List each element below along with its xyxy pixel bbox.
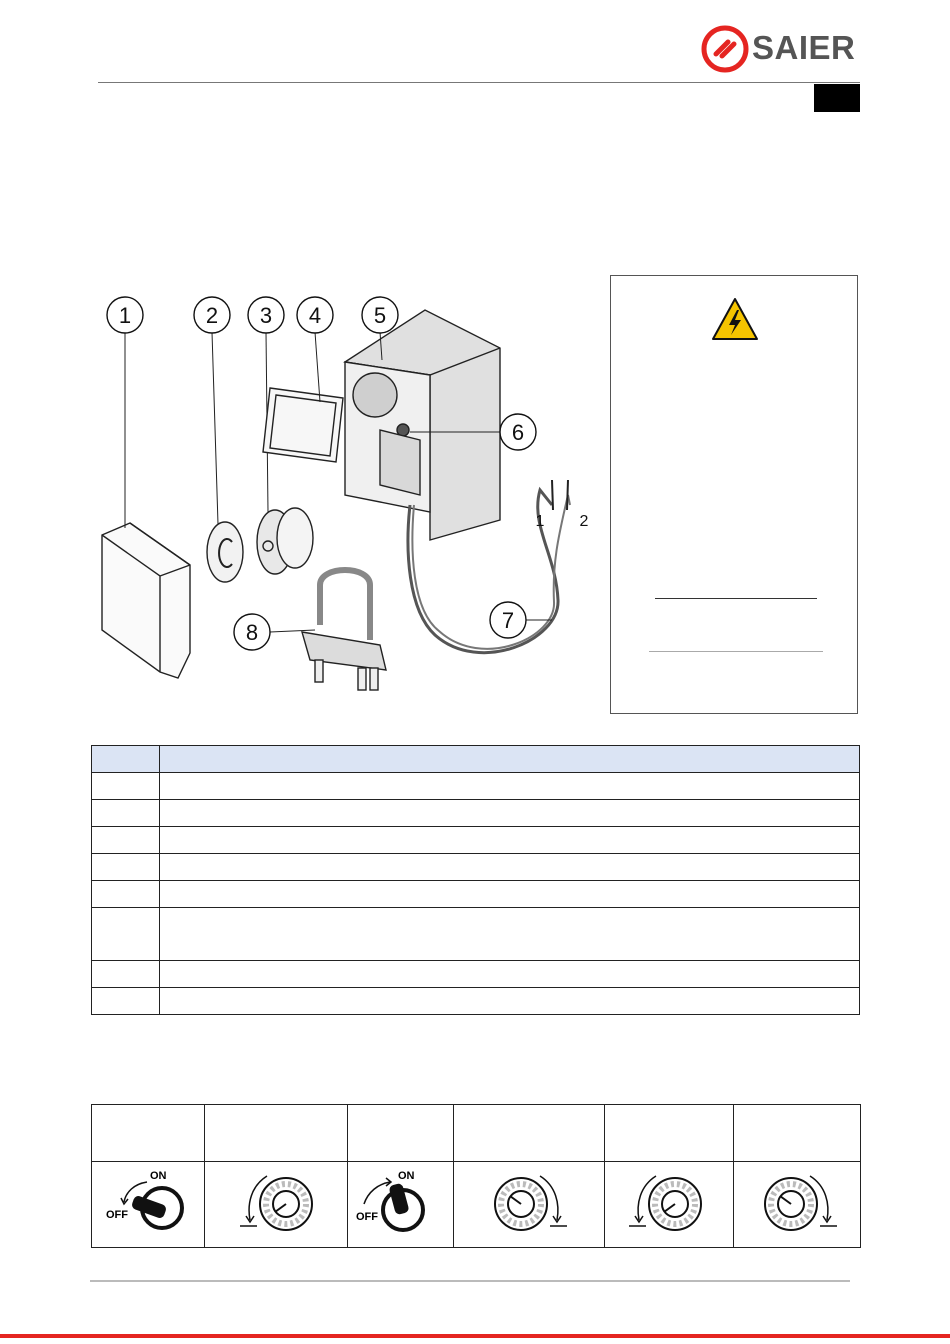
svg-text:OFF: OFF [356,1211,378,1223]
callout-6 [500,414,536,450]
dial-cw-icon [454,1162,604,1242]
dial-cw-icon [734,1162,860,1242]
switch-on-cell [348,1162,454,1248]
callout-2 [194,297,230,333]
dial-ccw-icon [205,1162,347,1242]
footer-divider [90,1280,850,1282]
table-row [92,773,860,800]
svg-text:ON: ON [398,1170,415,1182]
table-row [92,800,860,827]
switch-off-icon [92,1162,204,1242]
brand-name: SAIER [752,29,856,66]
operation-table [91,1104,861,1248]
callout-1 [107,297,143,333]
signature-line [655,598,817,599]
switch-on-icon [348,1162,453,1242]
date-line [649,651,823,652]
table-row [92,854,860,881]
table-row [92,881,860,908]
svg-text:5: 5 [373,303,387,328]
svg-text:OFF: OFF [106,1209,128,1221]
section-tab [814,84,860,112]
warning-box [610,275,858,714]
dial-cw-cell [454,1162,605,1248]
callout-5 [362,297,398,333]
dial-ccw-cell [605,1162,734,1248]
switch-off-cell [92,1162,205,1248]
brand-logo [700,22,860,78]
saier-logo-icon [700,24,750,74]
table-header-row [92,746,860,773]
svg-text:7: 7 [501,608,515,633]
svg-text:4: 4 [308,303,322,328]
header-divider [98,82,860,83]
table-row [92,908,860,961]
parts-table [91,745,860,1015]
dial-ccw-cell [205,1162,348,1248]
dial-cw-cell [734,1162,861,1248]
callout-8 [234,614,270,650]
footer-brand-bar [0,1334,950,1338]
wire-label-2: 2 [579,513,589,530]
svg-text:6: 6 [511,420,525,445]
table-row [92,961,860,988]
operation-header-row [92,1105,861,1162]
callout-7 [490,602,526,638]
wire-label-1: 1 [535,513,545,530]
svg-text:8: 8 [245,620,259,645]
callout-3 [248,297,284,333]
electric-hazard-icon [710,296,760,342]
svg-text:ON: ON [150,1170,167,1182]
operation-icon-row [92,1162,861,1248]
callout-4 [297,297,333,333]
table-row [92,988,860,1015]
svg-text:1: 1 [118,303,132,328]
svg-text:3: 3 [259,303,273,328]
exploded-view-figure [90,280,600,720]
dial-ccw-icon [605,1162,733,1242]
table-row [92,827,860,854]
svg-text:2: 2 [205,303,219,328]
